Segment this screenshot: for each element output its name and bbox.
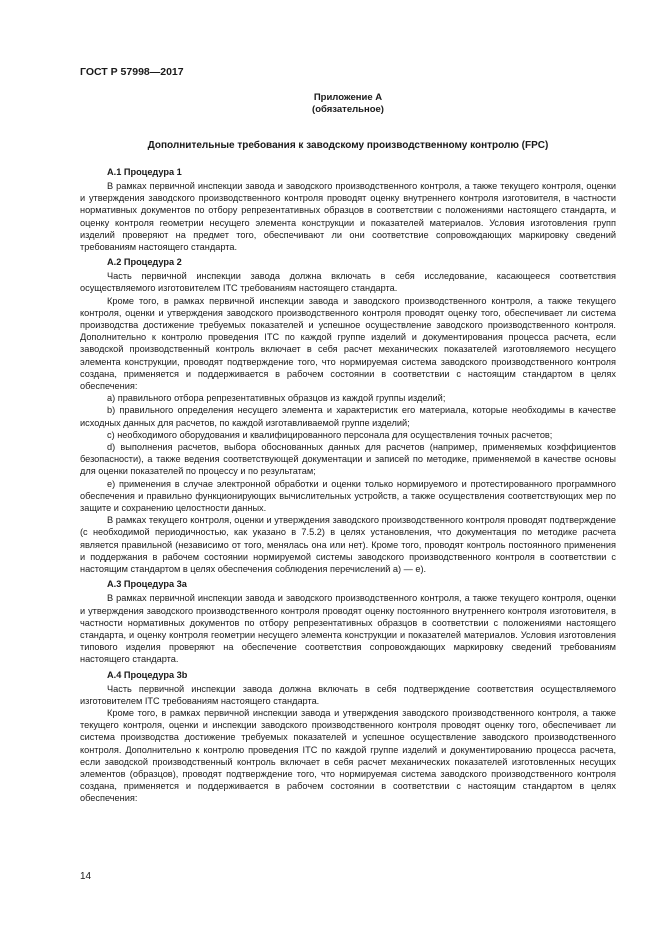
appendix-title: Дополнительные требования к заводскому производственному контролю (FPC) — [147, 140, 549, 151]
section-heading: А.1 Процедура 1 — [107, 167, 182, 177]
paragraph: В рамках текущего контроля, оценки и утверждения заводского производственного контроля проводят подтверждение (с необходимой периодичностью, как указано в 7.5.2) в целях установления, что документация по методике расчета является правильной (независимо от того, менялась она или нет). Кроме того, проводят контроль постоянного применения и поддержания в рабочем состоянии нормируемой системы заводского производственного контроля в соответствии с настоящим стандартом в целях обеспечения соблюдения перечислений а) — е). — [80, 515, 616, 575]
paragraph: В рамках первичной инспекции завода и заводского производственного контроля, а также текущего контроля, оценки и утверждения заводского производственного контроля проводят оценку постоянного внутреннего контроля изготовителя, в частности нормативных документов по отбору репрезентативных образцов в соответствии с положениями настоящего стандарта, и оценку контроля геометрии несущего элемента конструкции и показателей материалов. Условия изготовления типового изделия проверяют на обеспечение соответствия сопровождающих маркировку сведений требованиям настоящего стандарта. — [80, 593, 616, 665]
paragraph: Часть первичной инспекции завода должна включать в себя исследование, касающееся соответствия осуществляемого изготовителем ITC требованиям настоящего стандарта. — [80, 271, 616, 294]
appendix-heading — [80, 92, 616, 116]
list-item: c) необходимого оборудования и квалифицированного персонала для осуществления точных расчетов; — [107, 429, 553, 440]
list-item: а) правильного отбора репрезентативных образцов из каждой группы изделий; — [107, 393, 446, 404]
paragraph: Часть первичной инспекции завода должна включать в себя подтверждение соответствия осуществляемого изготовителем ITC требованиям настоящего стандарта. — [80, 683, 616, 706]
document-body — [80, 166, 616, 805]
list-item: e) применения в случае электронной обработки и оценки только нормируемого и протестированного программного обеспечения и правильно функционирующих вычислительных устройств, а также осуществления соответствующих мер по защите и сохранению целостности данных. — [80, 478, 616, 514]
section-heading: А.3 Процедура 3а — [107, 579, 187, 590]
section-heading: А.4 Процедура 3b — [107, 669, 188, 680]
list-item: d) выполнения расчетов, выбора обоснованных данных для расчетов (например, применяемых коэффициентов безопасности), а также ведения соответствующей документации и записей по методике, применяемой в качестве основы для оценки показателей по процессу и по результатам; — [80, 442, 616, 477]
paragraph: В рамках первичной инспекции завода и заводского производственного контроля, а также текущего контроля, оценки и утверждения заводского производственного контроля проводят оценку внутреннего контроля изготовителя, в частности нормативных документов по отбору репрезентативных образцов в соответствии с положениями настоящего стандарта, и оценку контроля геометрии несущего элемента конструкции и показателей материалов. Условия изготовления групп изделий проверяют на предмет того, обеспечивают ли они соответствие сопровождающих маркировку сведений требованиям настоящего стандарта. — [80, 181, 616, 253]
appendix-status: (обязательное) — [312, 104, 384, 115]
standard-header: ГОСТ Р 57998—2017 — [80, 66, 184, 78]
section-heading: А.2 Процедура 2 — [107, 257, 182, 268]
paragraph: Кроме того, в рамках первичной инспекции завода и заводского производственного контроля, а также текущего контроля, оценки и утверждения заводского производственного контроля проводят оценку того, обеспечивает ли система производства достижение требуемых показателей и успешное осуществление заводского производственного контроля. Дополнительно к контролю проведения ITC по каждой группе изделий и документирования процесса расчета, если заводской производственный контроль включает в себя расчет механических показателей изготовляемого несущего элемента конструкции, проводят подтверждение того, что нормируемая система заводского производственного контроля создана, применяется и поддерживается в рабочем состоянии в соответствии с настоящим стандартом в целях обеспечения: — [80, 295, 616, 392]
page-number: 14 — [80, 871, 92, 882]
list-item: b) правильного определения несущего элемента и характеристик его материала, которые необходимы в качестве исходных данных для расчетов, по каждой изготавливаемой группе изделий; — [80, 405, 616, 428]
paragraph: Кроме того, в рамках первичной инспекции завода и утверждения заводского производственного контроля, а также текущего контроля, оценки и инспекции заводского производственного контроля проводят оценку того, обеспечивает ли система производства достижение требуемых показателей и успешное осуществление заводского производственного контроля. Дополнительно к контролю проведения ITC по каждой группе изделий и документированию процесса расчета, если заводской производственный контроль включает в себя расчет механических показателей изготовленных несущих элементов (образцов), проводят подтверждение того, что нормируемая система заводского производственного контроля создана, применяется и поддерживается в рабочем состоянии в соответствии с настоящим стандартом в целях обеспечения: — [80, 707, 616, 804]
appendix-label: Приложение А — [313, 92, 383, 103]
